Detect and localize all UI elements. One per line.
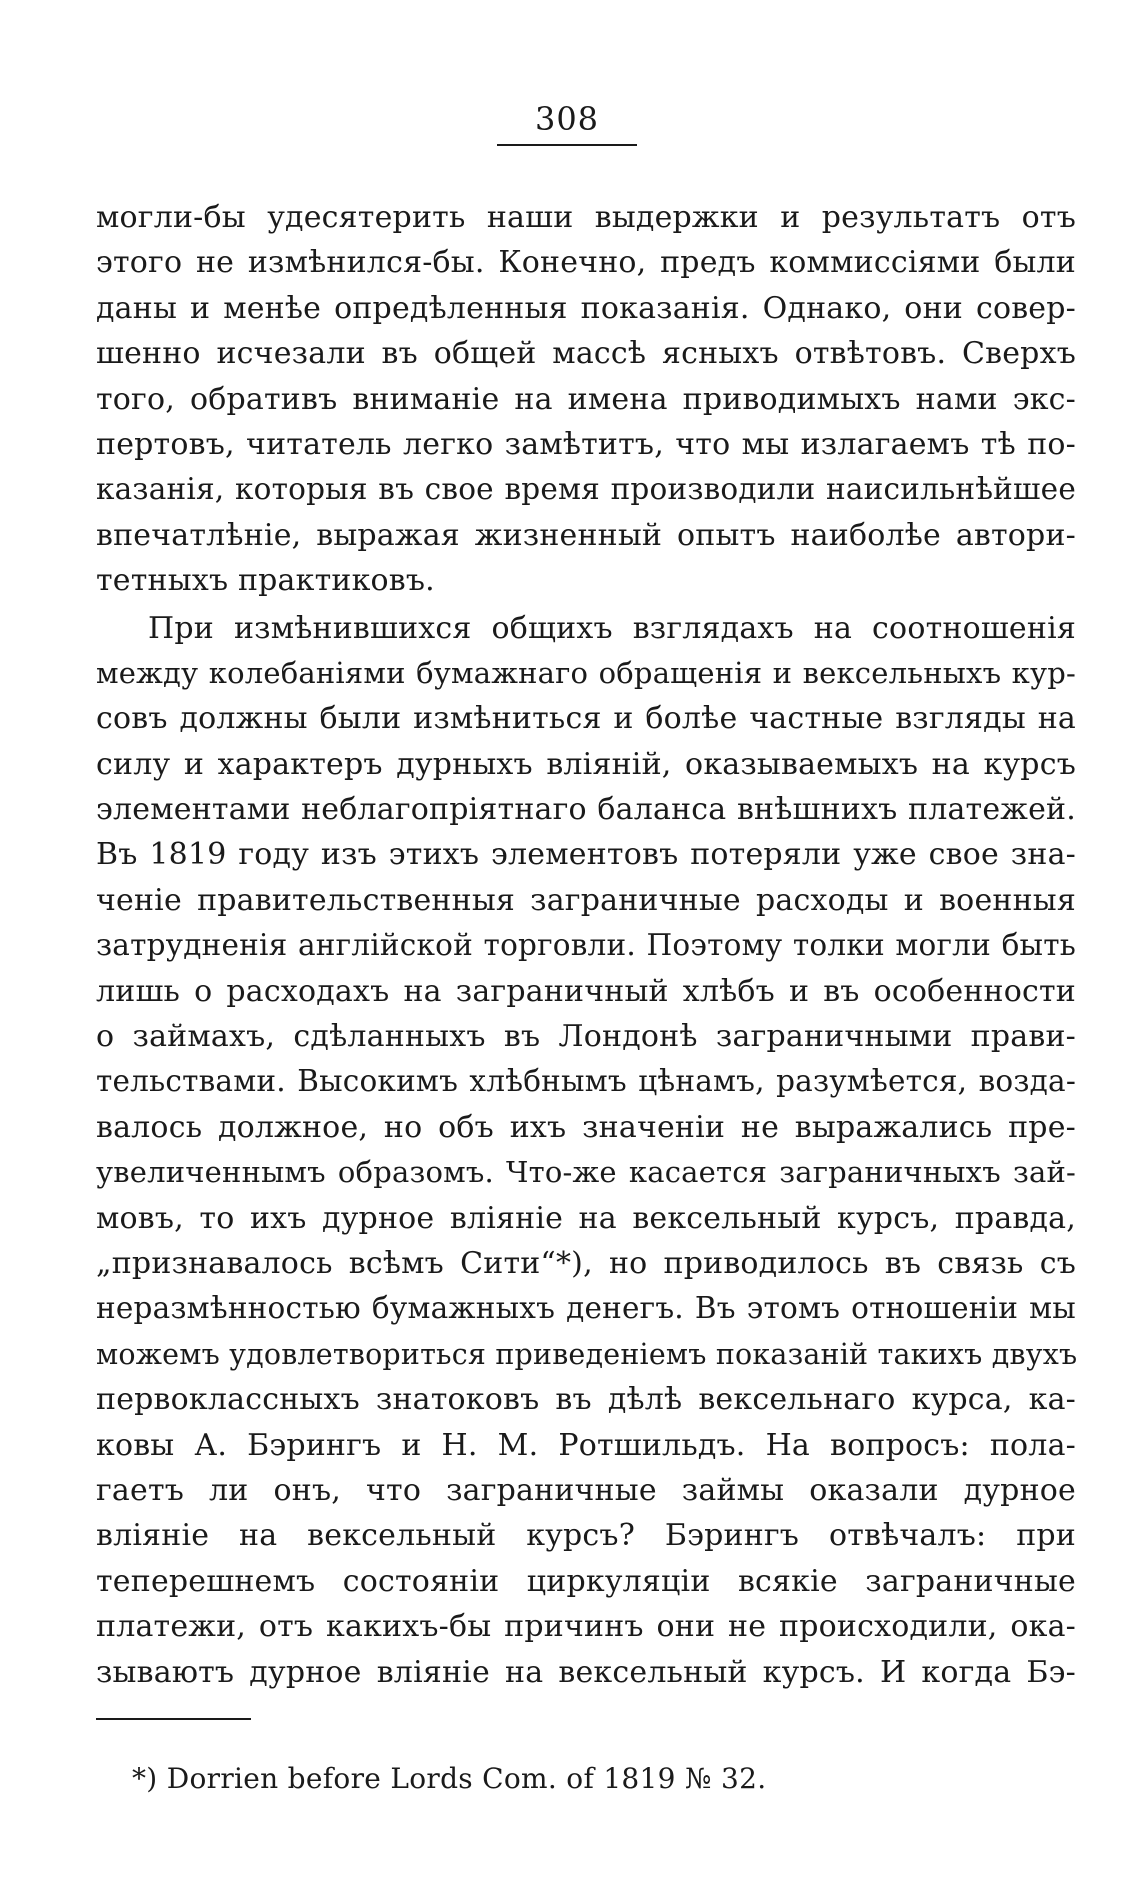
text-line: могли-бы удесятерить наши выдержки и результатъ отъ (96, 200, 1076, 235)
footnote-divider (96, 1718, 251, 1720)
text-line: впечатлѣніе, выражая жизненный опытъ наиболѣе автори- (96, 517, 1076, 553)
text-line: ченіе правительственныя заграничные расходы и военныя (96, 882, 1076, 918)
text-line: зываютъ дурное вліяніе на вексельный курсъ. И когда Бэ- (96, 1654, 1076, 1690)
text-line: При измѣнившихся общихъ взглядахъ на соотношенія (148, 610, 1076, 646)
text-line: казанія, которыя въ свое время производили наисильнѣйшее (96, 472, 1076, 507)
text-line: можемъ удовлетвориться приведеніемъ показаній такихъ двухъ (96, 1337, 1078, 1371)
text-line: пертовъ, читатель легко замѣтитъ, что мы излагаемъ тѣ по- (96, 426, 1076, 462)
text-line: неразмѣнностью бумажныхъ денегъ. Въ этомъ отношеніи мы (96, 1291, 1076, 1326)
text-line: совъ должны были измѣниться и болѣе частные взгляды на (96, 701, 1076, 737)
text-line: увеличеннымъ образомъ. Что-же касается заграничныхъ зай- (96, 1155, 1076, 1190)
page-number: 308 (497, 100, 637, 146)
text-line: между колебаніями бумажнаго обращенія и вексельныхъ кур- (96, 655, 1076, 690)
text-line: о займахъ, сдѣланныхъ въ Лондонѣ заграничными прави- (96, 1019, 1076, 1055)
text-line: первоклассныхъ знатоковъ въ дѣлѣ вексельнаго курса, ка- (96, 1382, 1076, 1418)
text-line: силу и характеръ дурныхъ вліяній, оказываемыхъ на курсъ (96, 746, 1076, 782)
text-line: Въ 1819 году изъ этихъ элементовъ потеряли уже свое зна- (96, 837, 1076, 873)
text-line: этого не измѣнился-бы. Конечно, предъ коммиссіями были (96, 245, 1076, 281)
text-line: того, обративъ вниманіе на имена приводимыхъ нами экс- (96, 381, 1076, 417)
footnote: *) Dorrien before Lords Com. of 1819 № 32. (132, 1762, 767, 1795)
text-line: лишь о расходахъ на заграничный хлѣбъ и въ особенности (96, 973, 1076, 1009)
text-line: теперешнемъ состояніи циркуляціи всякіе заграничные (96, 1563, 1076, 1599)
text-line: „признавалось всѣмъ Сити“*), но приводилось въ связь съ (96, 1245, 1076, 1281)
paragraph-2 (96, 606, 1076, 1695)
text-line: платежи, отъ какихъ-бы причинъ они не происходили, ока- (96, 1609, 1076, 1645)
text-line: вліяніе на вексельный курсъ? Бэрингъ отвѣчалъ: при (96, 1518, 1076, 1554)
text-line: тетныхъ практиковъ. (96, 563, 435, 599)
text-line: элементами неблагопріятнаго баланса внѣшнихъ платежей. (96, 792, 1076, 828)
text-line: шенно исчезали въ общей массѣ ясныхъ отвѣтовъ. Сверхъ (96, 336, 1076, 372)
text-line: затрудненія англійской торговли. Поэтому толки могли быть (96, 928, 1076, 963)
paragraph-1 (96, 195, 1076, 604)
body-text (96, 195, 1076, 1695)
text-line: мовъ, то ихъ дурное вліяніе на вексельный курсъ, правда, (96, 1200, 1076, 1236)
text-line: валось должное, но объ ихъ значеніи не выражались пре- (96, 1109, 1076, 1145)
text-line: ковы А. Бэрингъ и Н. М. Ротшильдъ. На вопросъ: пола- (96, 1427, 1076, 1463)
text-line: гаетъ ли онъ, что заграничные займы оказали дурное (96, 1472, 1076, 1508)
text-line: тельствами. Высокимъ хлѣбнымъ цѣнамъ, разумѣется, возда- (96, 1064, 1076, 1099)
text-line: даны и менѣе опредѣленныя показанія. Однако, они совер- (96, 290, 1076, 326)
